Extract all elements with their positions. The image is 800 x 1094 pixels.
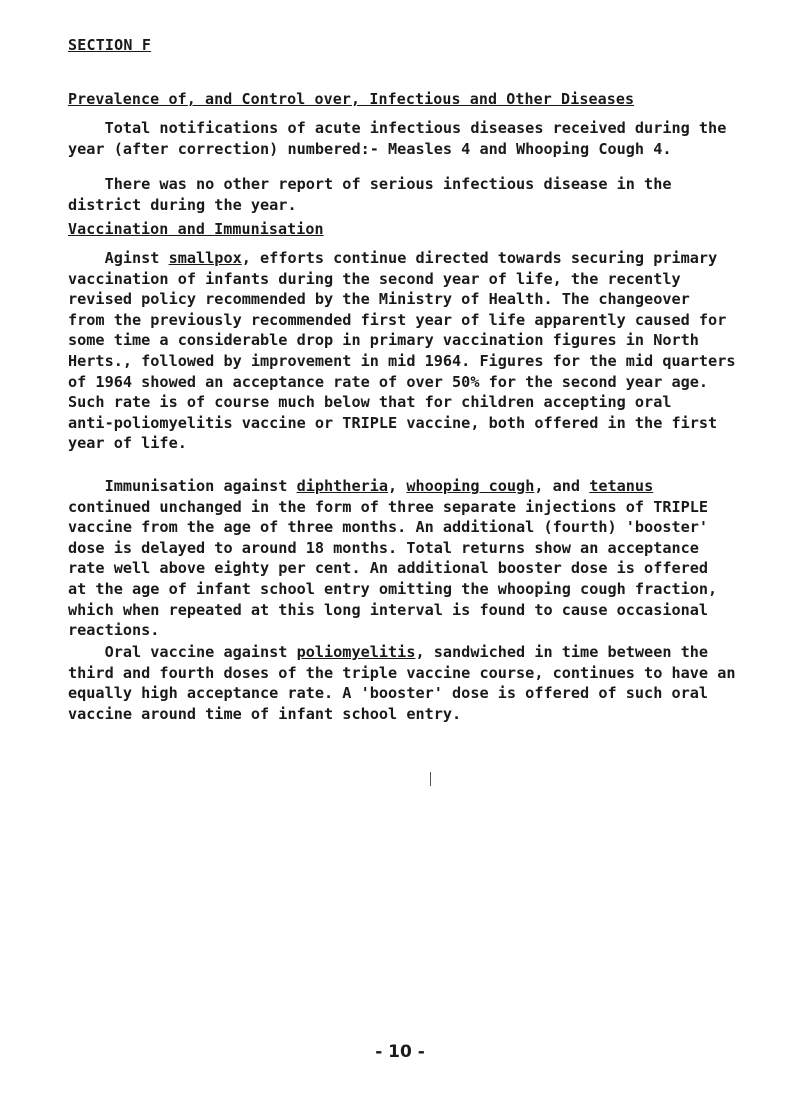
text-line: some time a considerable drop in primary vaccination figures in North	[68, 331, 699, 350]
text-line: Total notifications of acute infectious diseases received during the	[68, 119, 727, 137]
prevalence-heading: Prevalence of, and Control over, Infectious and Other Diseases	[68, 90, 635, 108]
text-line: district during the year.	[68, 195, 297, 214]
text-line: reactions.	[68, 621, 160, 640]
text-line	[68, 476, 774, 497]
text-segment: Aginst	[68, 249, 169, 267]
page-number: - 10 -	[375, 1042, 425, 1062]
text-line: third and fourth doses of the triple vaccine course, continues to have an	[68, 663, 736, 682]
text-segment: , efforts continue directed towards securing primary	[241, 249, 718, 267]
text-line: of 1964 showed an acceptance rate of over 50% for the second year age.	[68, 372, 709, 391]
prevalence-paragraph-1	[68, 118, 774, 159]
text-line: from the previously recommended first year of life apparently caused for	[68, 310, 727, 329]
vaccination-paragraph-polio	[68, 642, 774, 724]
text-line: equally high acceptance rate. A 'booster' dose is offered of such oral	[68, 684, 709, 703]
text-line	[68, 642, 774, 663]
text-line: There was no other report of serious infectious disease in the	[68, 175, 672, 193]
vaccination-heading: Vaccination and Immunisation	[68, 220, 324, 238]
text-segment: Oral vaccine against	[68, 643, 297, 661]
text-line: year of life.	[68, 434, 187, 453]
text-line: vaccine around time of infant school entry.	[68, 704, 462, 723]
underlined-term-poliomyelitis: poliomyelitis	[296, 643, 416, 661]
text-segment: , sandwiched in time between the	[415, 643, 709, 661]
prevalence-paragraph-2	[68, 174, 774, 215]
text-line: which when repeated at this long interval is found to cause occasional	[68, 600, 709, 619]
text-line: Herts., followed by improvement in mid 1964. Figures for the mid quarters	[68, 351, 736, 370]
text-segment: ,	[388, 477, 407, 495]
text-line	[68, 248, 774, 269]
stray-ink-mark	[430, 772, 431, 786]
vaccination-paragraph-immunisation	[68, 476, 774, 641]
text-line: at the age of infant school entry omitting the whooping cough fraction,	[68, 579, 718, 598]
section-label: SECTION F	[68, 36, 152, 54]
text-segment: Immunisation against	[68, 477, 297, 495]
text-line: vaccine from the age of three months. An additional (fourth) 'booster'	[68, 518, 709, 537]
text-line: vaccination of infants during the second year of life, the recently	[68, 269, 681, 288]
underlined-term-smallpox: smallpox	[168, 249, 242, 267]
vaccination-paragraph-smallpox	[68, 248, 774, 454]
underlined-term-tetanus: tetanus	[589, 477, 654, 495]
text-segment: , and	[534, 477, 590, 495]
underlined-term-whooping-cough: whooping cough	[406, 477, 535, 495]
text-line: revised policy recommended by the Ministry of Health. The changeover	[68, 290, 690, 309]
text-line: anti-poliomyelitis vaccine or TRIPLE vaccine, both offered in the first	[68, 413, 718, 432]
text-line: Such rate is of course much below that for children accepting oral	[68, 393, 672, 412]
text-line: dose is delayed to around 18 months. Total returns show an acceptance	[68, 538, 699, 557]
text-line: rate well above eighty per cent. An additional booster dose is offered	[68, 559, 709, 578]
text-line: continued unchanged in the form of three separate injections of TRIPLE	[68, 497, 709, 516]
text-line: year (after correction) numbered:- Measles 4 and Whooping Cough 4.	[68, 139, 672, 158]
underlined-term-diphtheria: diphtheria	[296, 477, 389, 495]
